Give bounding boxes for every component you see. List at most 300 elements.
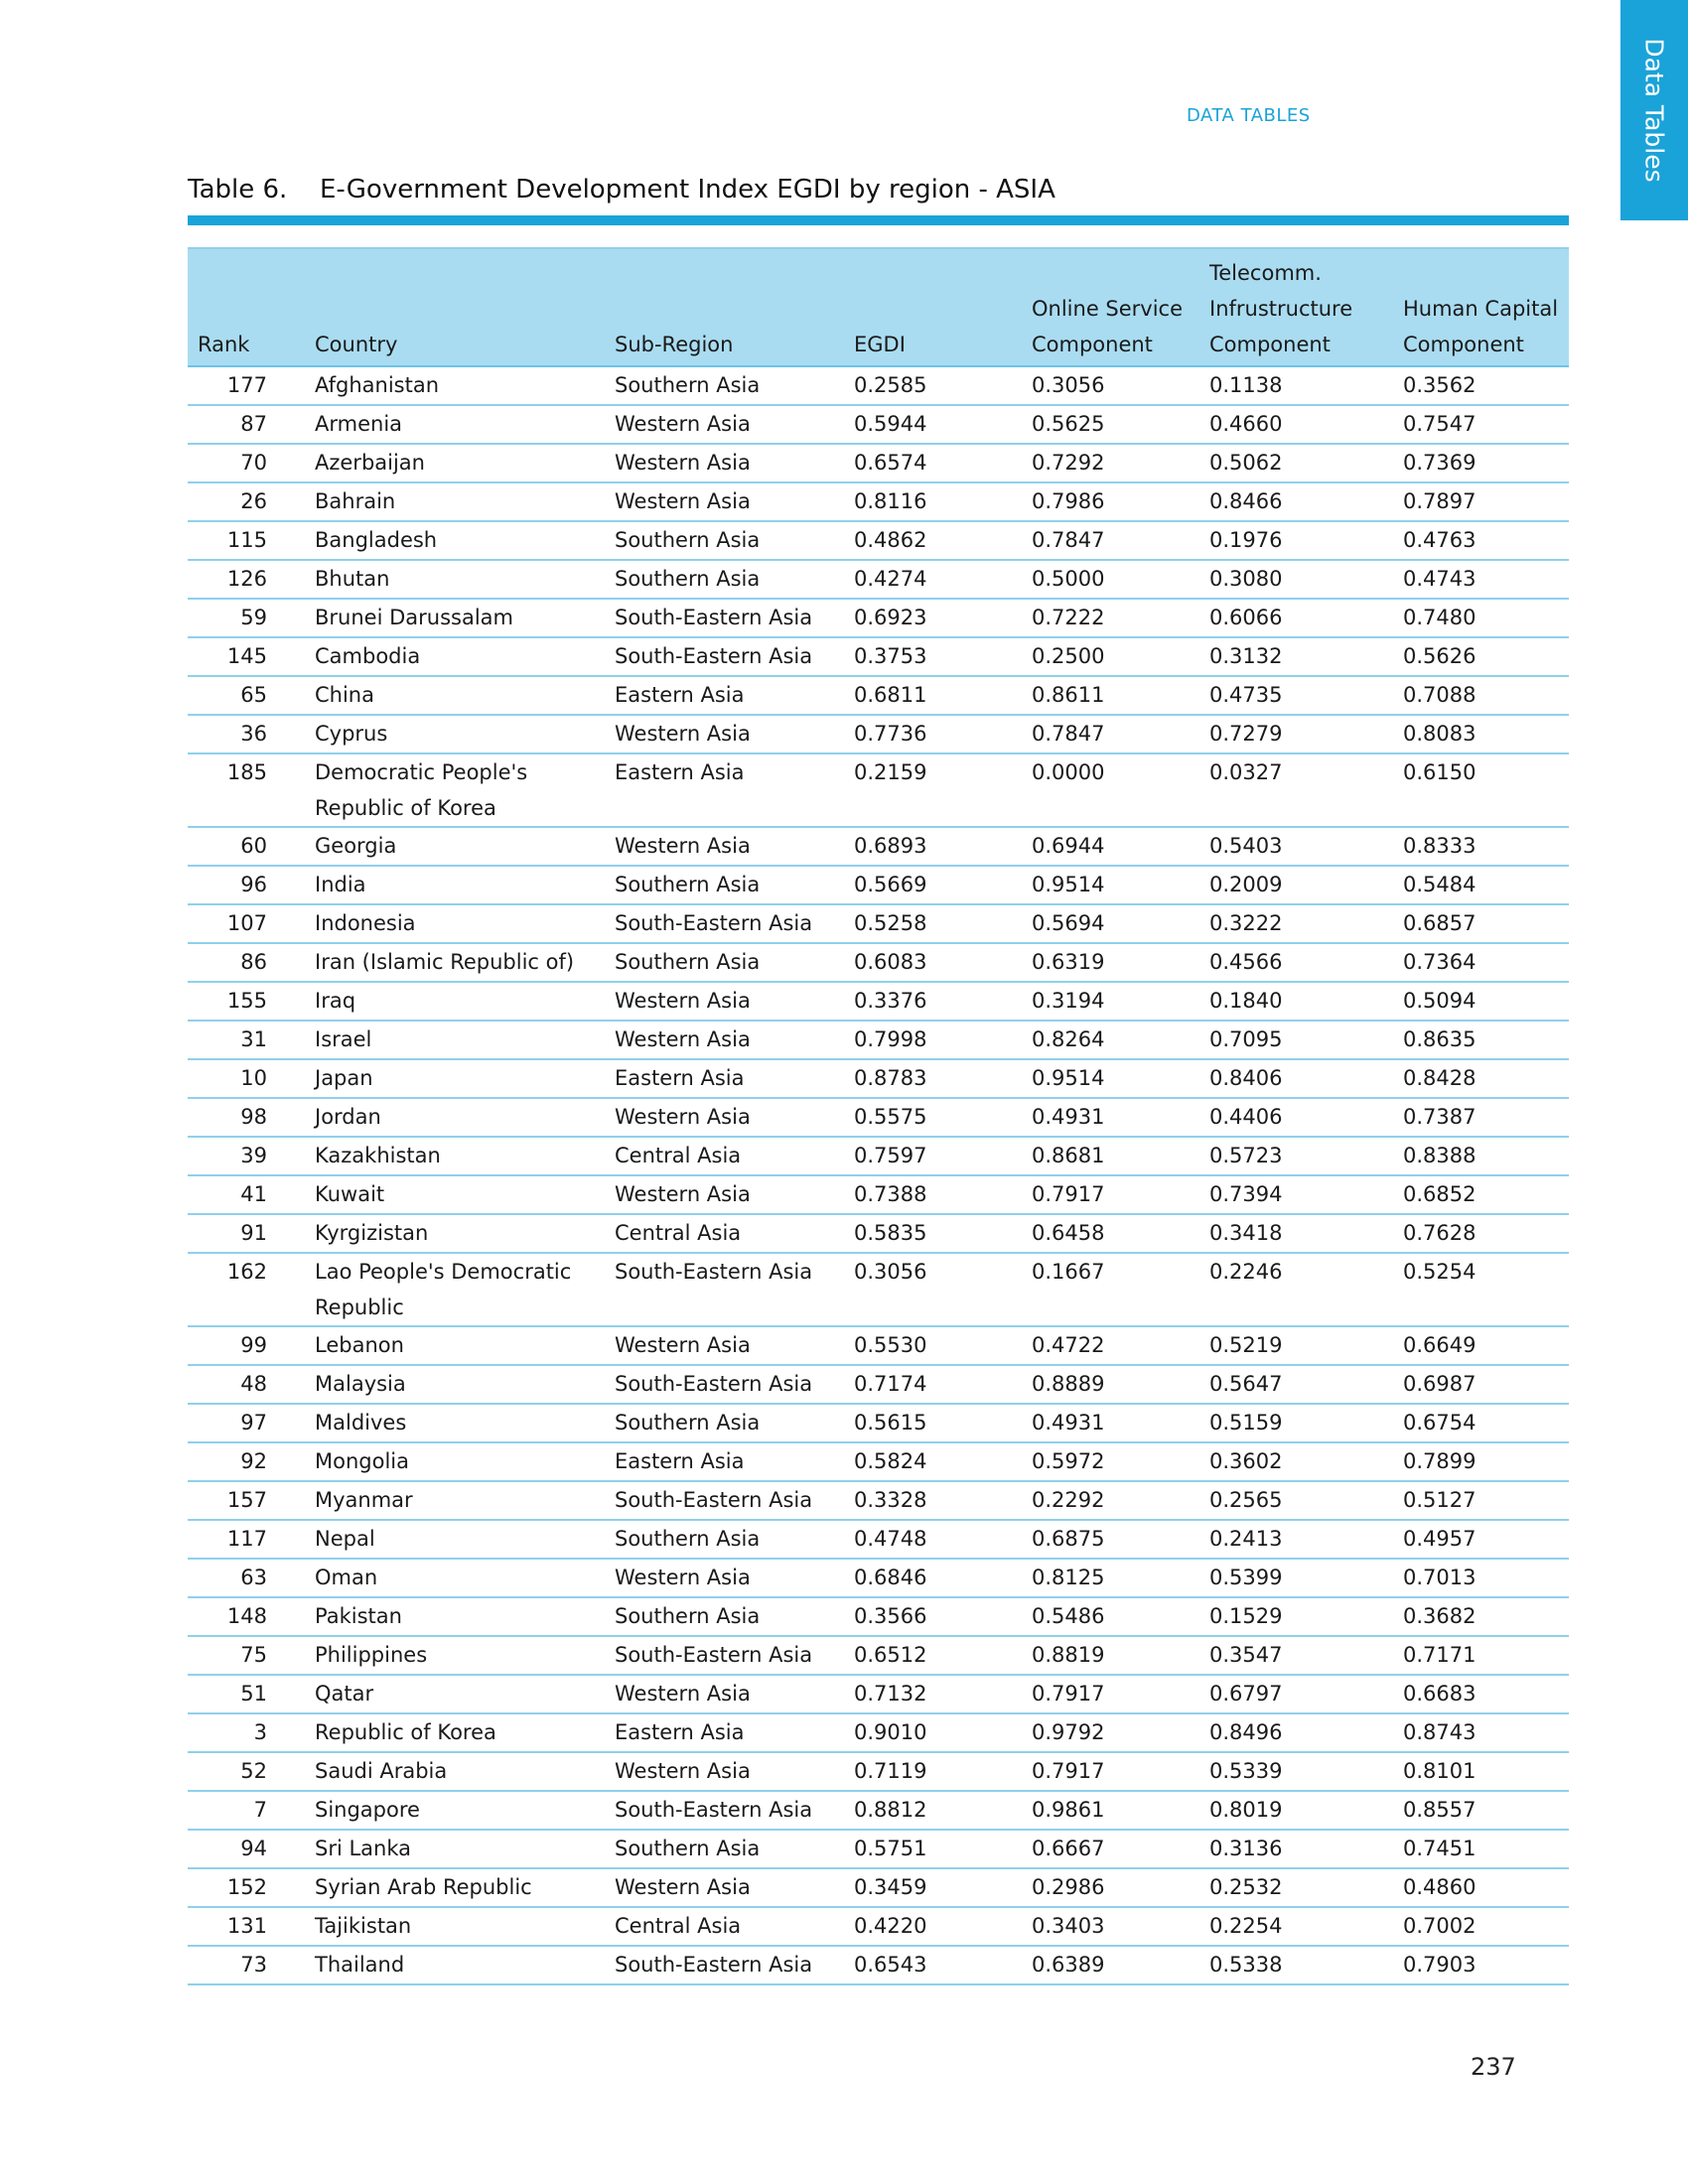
cell-telecomm: 0.2009: [1199, 866, 1393, 904]
cell-country: Afghanistan: [305, 366, 605, 405]
cell-human-capital: 0.8083: [1393, 715, 1569, 753]
cell-telecomm: 0.1840: [1199, 982, 1393, 1021]
table-row: [188, 444, 1569, 482]
cell-country: Israel: [305, 1021, 605, 1059]
cell-online-service: 0.0000: [1022, 753, 1199, 827]
cell-online-service: 0.1667: [1022, 1253, 1199, 1326]
cell-human-capital: 0.8101: [1393, 1752, 1569, 1791]
cell-country: Tajikistan: [305, 1907, 605, 1946]
cell-subregion: Southern Asia: [605, 943, 844, 982]
cell-egdi: 0.3328: [844, 1481, 1022, 1520]
cell-egdi: 0.7132: [844, 1675, 1022, 1713]
cell-rank: 70: [188, 444, 305, 482]
cell-rank: 59: [188, 599, 305, 637]
cell-telecomm: 0.5159: [1199, 1404, 1393, 1442]
cell-human-capital: 0.7628: [1393, 1214, 1569, 1253]
cell-human-capital: 0.7171: [1393, 1636, 1569, 1675]
cell-subregion: Western Asia: [605, 1326, 844, 1365]
table-row: [188, 1365, 1569, 1404]
cell-country: Sri Lanka: [305, 1830, 605, 1868]
cell-subregion: Southern Asia: [605, 1830, 844, 1868]
table-row: [188, 1636, 1569, 1675]
cell-telecomm: 0.8019: [1199, 1791, 1393, 1830]
cell-human-capital: 0.6852: [1393, 1175, 1569, 1214]
cell-subregion: Southern Asia: [605, 866, 844, 904]
cell-egdi: 0.5751: [844, 1830, 1022, 1868]
cell-egdi: 0.4220: [844, 1907, 1022, 1946]
table-row: [188, 366, 1569, 405]
cell-egdi: 0.4274: [844, 560, 1022, 599]
cell-egdi: 0.6083: [844, 943, 1022, 982]
cell-subregion: South-Eastern Asia: [605, 1636, 844, 1675]
cell-telecomm: 0.4406: [1199, 1098, 1393, 1137]
cell-egdi: 0.7597: [844, 1137, 1022, 1175]
cell-subregion: South-Eastern Asia: [605, 599, 844, 637]
cell-subregion: Western Asia: [605, 715, 844, 753]
cell-egdi: 0.2585: [844, 366, 1022, 405]
cell-telecomm: 0.3418: [1199, 1214, 1393, 1253]
table-row: [188, 482, 1569, 521]
cell-online-service: 0.7292: [1022, 444, 1199, 482]
cell-human-capital: 0.6754: [1393, 1404, 1569, 1442]
table-row: [188, 1253, 1569, 1326]
cell-telecomm: 0.5399: [1199, 1559, 1393, 1597]
cell-human-capital: 0.4860: [1393, 1868, 1569, 1907]
cell-country: Pakistan: [305, 1597, 605, 1636]
page-number: 237: [1471, 2053, 1516, 2081]
table-row: [188, 1559, 1569, 1597]
cell-subregion: South-Eastern Asia: [605, 637, 844, 676]
cell-rank: 87: [188, 405, 305, 444]
table-row: [188, 1059, 1569, 1098]
cell-subregion: Southern Asia: [605, 521, 844, 560]
cell-human-capital: 0.8428: [1393, 1059, 1569, 1098]
cell-telecomm: 0.3222: [1199, 904, 1393, 943]
cell-country: Iran (Islamic Republic of): [305, 943, 605, 982]
cell-egdi: 0.6811: [844, 676, 1022, 715]
cell-country: Georgia: [305, 827, 605, 866]
cell-human-capital: 0.5094: [1393, 982, 1569, 1021]
cell-rank: 31: [188, 1021, 305, 1059]
cell-human-capital: 0.4957: [1393, 1520, 1569, 1559]
cell-egdi: 0.3056: [844, 1253, 1022, 1326]
cell-rank: 39: [188, 1137, 305, 1175]
cell-egdi: 0.9010: [844, 1713, 1022, 1752]
cell-rank: 162: [188, 1253, 305, 1326]
cell-country: Lao People's Democratic Republic: [305, 1253, 605, 1326]
cell-online-service: 0.8264: [1022, 1021, 1199, 1059]
cell-rank: 75: [188, 1636, 305, 1675]
cell-telecomm: 0.2413: [1199, 1520, 1393, 1559]
header-egdi-label: EGDI: [854, 333, 906, 356]
cell-online-service: 0.7222: [1022, 599, 1199, 637]
table-number: Table 6.: [188, 175, 288, 205]
cell-subregion: Eastern Asia: [605, 1442, 844, 1481]
header-human-capital: [1393, 248, 1569, 366]
cell-online-service: 0.7847: [1022, 715, 1199, 753]
table-row: [188, 637, 1569, 676]
header-osc-line: Online Service: [1032, 297, 1184, 321]
cell-online-service: 0.7917: [1022, 1175, 1199, 1214]
cell-subregion: Southern Asia: [605, 1404, 844, 1442]
cell-country: Qatar: [305, 1675, 605, 1713]
cell-human-capital: 0.8635: [1393, 1021, 1569, 1059]
cell-subregion: Western Asia: [605, 1675, 844, 1713]
cell-human-capital: 0.7387: [1393, 1098, 1569, 1137]
header-country: [305, 248, 605, 366]
cell-telecomm: 0.7095: [1199, 1021, 1393, 1059]
cell-rank: 91: [188, 1214, 305, 1253]
cell-subregion: Western Asia: [605, 1868, 844, 1907]
cell-human-capital: 0.3562: [1393, 366, 1569, 405]
cell-online-service: 0.7847: [1022, 521, 1199, 560]
cell-country: Japan: [305, 1059, 605, 1098]
cell-human-capital: 0.5254: [1393, 1253, 1569, 1326]
cell-egdi: 0.5944: [844, 405, 1022, 444]
cell-human-capital: 0.8333: [1393, 827, 1569, 866]
cell-telecomm: 0.5647: [1199, 1365, 1393, 1404]
cell-egdi: 0.7736: [844, 715, 1022, 753]
cell-telecomm: 0.8466: [1199, 482, 1393, 521]
cell-country: India: [305, 866, 605, 904]
cell-country: Singapore: [305, 1791, 605, 1830]
cell-telecomm: 0.3136: [1199, 1830, 1393, 1868]
header-country-label: Country: [315, 333, 398, 356]
cell-online-service: 0.9792: [1022, 1713, 1199, 1752]
cell-human-capital: 0.7002: [1393, 1907, 1569, 1946]
cell-telecomm: 0.5339: [1199, 1752, 1393, 1791]
cell-egdi: 0.8812: [844, 1791, 1022, 1830]
cell-country: Brunei Darussalam: [305, 599, 605, 637]
cell-egdi: 0.5575: [844, 1098, 1022, 1137]
cell-subregion: Western Asia: [605, 444, 844, 482]
cell-rank: 99: [188, 1326, 305, 1365]
cell-subregion: Eastern Asia: [605, 1059, 844, 1098]
cell-online-service: 0.3403: [1022, 1907, 1199, 1946]
cell-country: Bhutan: [305, 560, 605, 599]
cell-egdi: 0.8783: [844, 1059, 1022, 1098]
cell-online-service: 0.8889: [1022, 1365, 1199, 1404]
cell-subregion: Western Asia: [605, 1752, 844, 1791]
header-osc-line: Component: [1032, 333, 1153, 356]
table-row: [188, 521, 1569, 560]
cell-telecomm: 0.2246: [1199, 1253, 1393, 1326]
cell-country: Syrian Arab Republic: [305, 1868, 605, 1907]
cell-online-service: 0.7917: [1022, 1675, 1199, 1713]
cell-online-service: 0.6319: [1022, 943, 1199, 982]
cell-online-service: 0.9514: [1022, 1059, 1199, 1098]
cell-rank: 52: [188, 1752, 305, 1791]
cell-human-capital: 0.3682: [1393, 1597, 1569, 1636]
cell-human-capital: 0.7897: [1393, 482, 1569, 521]
cell-online-service: 0.5486: [1022, 1597, 1199, 1636]
cell-subregion: South-Eastern Asia: [605, 1791, 844, 1830]
cell-country: Iraq: [305, 982, 605, 1021]
cell-online-service: 0.7986: [1022, 482, 1199, 521]
table-row: [188, 1520, 1569, 1559]
table-row: [188, 753, 1569, 827]
section-side-tab[interactable]: [1620, 0, 1688, 220]
cell-country: Democratic People's Republic of Korea: [305, 753, 605, 827]
cell-country: Armenia: [305, 405, 605, 444]
cell-rank: 126: [188, 560, 305, 599]
cell-online-service: 0.4931: [1022, 1404, 1199, 1442]
cell-telecomm: 0.5403: [1199, 827, 1393, 866]
cell-egdi: 0.8116: [844, 482, 1022, 521]
cell-human-capital: 0.4743: [1393, 560, 1569, 599]
cell-country: Malaysia: [305, 1365, 605, 1404]
cell-telecomm: 0.2254: [1199, 1907, 1393, 1946]
cell-human-capital: 0.6683: [1393, 1675, 1569, 1713]
cell-egdi: 0.6512: [844, 1636, 1022, 1675]
table-title: [188, 175, 1055, 205]
cell-human-capital: 0.7451: [1393, 1830, 1569, 1868]
cell-online-service: 0.8125: [1022, 1559, 1199, 1597]
cell-egdi: 0.3459: [844, 1868, 1022, 1907]
table-row: [188, 1830, 1569, 1868]
cell-telecomm: 0.5062: [1199, 444, 1393, 482]
cell-rank: 92: [188, 1442, 305, 1481]
cell-telecomm: 0.8406: [1199, 1059, 1393, 1098]
cell-rank: 7: [188, 1791, 305, 1830]
cell-telecomm: 0.5338: [1199, 1946, 1393, 1984]
cell-online-service: 0.6944: [1022, 827, 1199, 866]
cell-rank: 94: [188, 1830, 305, 1868]
cell-rank: 96: [188, 866, 305, 904]
table-row: [188, 943, 1569, 982]
cell-human-capital: 0.6857: [1393, 904, 1569, 943]
table-row: [188, 904, 1569, 943]
cell-egdi: 0.3566: [844, 1597, 1022, 1636]
table-row: [188, 982, 1569, 1021]
cell-egdi: 0.3376: [844, 982, 1022, 1021]
header-tii-line: Infrustructure: [1209, 297, 1353, 321]
header-telecomm: [1199, 248, 1393, 366]
cell-egdi: 0.6893: [844, 827, 1022, 866]
cell-telecomm: 0.0327: [1199, 753, 1393, 827]
cell-online-service: 0.2986: [1022, 1868, 1199, 1907]
table-row: [188, 1713, 1569, 1752]
cell-country: Mongolia: [305, 1442, 605, 1481]
cell-online-service: 0.2292: [1022, 1481, 1199, 1520]
cell-human-capital: 0.7013: [1393, 1559, 1569, 1597]
cell-country: Thailand: [305, 1946, 605, 1984]
cell-online-service: 0.7917: [1022, 1752, 1199, 1791]
cell-rank: 60: [188, 827, 305, 866]
header-tii-line: Component: [1209, 333, 1331, 356]
cell-subregion: Western Asia: [605, 1559, 844, 1597]
cell-human-capital: 0.6150: [1393, 753, 1569, 827]
cell-egdi: 0.5669: [844, 866, 1022, 904]
cell-rank: 10: [188, 1059, 305, 1098]
header-tii-line: Telecomm.: [1209, 261, 1322, 285]
cell-egdi: 0.7119: [844, 1752, 1022, 1791]
cell-egdi: 0.3753: [844, 637, 1022, 676]
cell-online-service: 0.5625: [1022, 405, 1199, 444]
cell-rank: 155: [188, 982, 305, 1021]
cell-telecomm: 0.7394: [1199, 1175, 1393, 1214]
cell-subregion: South-Eastern Asia: [605, 1253, 844, 1326]
cell-telecomm: 0.3132: [1199, 637, 1393, 676]
cell-human-capital: 0.5626: [1393, 637, 1569, 676]
cell-online-service: 0.9861: [1022, 1791, 1199, 1830]
table-row: [188, 1907, 1569, 1946]
table-row: [188, 1442, 1569, 1481]
cell-country: Cyprus: [305, 715, 605, 753]
cell-country: Indonesia: [305, 904, 605, 943]
table-row: [188, 1021, 1569, 1059]
cell-rank: 98: [188, 1098, 305, 1137]
cell-rank: 152: [188, 1868, 305, 1907]
cell-country: Myanmar: [305, 1481, 605, 1520]
cell-subregion: Western Asia: [605, 982, 844, 1021]
cell-country: Cambodia: [305, 637, 605, 676]
cell-human-capital: 0.5484: [1393, 866, 1569, 904]
cell-telecomm: 0.7279: [1199, 715, 1393, 753]
cell-rank: 73: [188, 1946, 305, 1984]
cell-telecomm: 0.4660: [1199, 405, 1393, 444]
cell-rank: 51: [188, 1675, 305, 1713]
table-row: [188, 405, 1569, 444]
cell-online-service: 0.6667: [1022, 1830, 1199, 1868]
header-hci-line: Human Capital: [1403, 297, 1559, 321]
cell-telecomm: 0.4735: [1199, 676, 1393, 715]
table-row: [188, 1752, 1569, 1791]
cell-rank: 117: [188, 1520, 305, 1559]
cell-online-service: 0.8681: [1022, 1137, 1199, 1175]
cell-country: Republic of Korea: [305, 1713, 605, 1752]
running-head: DATA TABLES: [1187, 105, 1311, 126]
cell-subregion: Central Asia: [605, 1137, 844, 1175]
cell-telecomm: 0.5723: [1199, 1137, 1393, 1175]
cell-telecomm: 0.3602: [1199, 1442, 1393, 1481]
cell-egdi: 0.4862: [844, 521, 1022, 560]
cell-rank: 185: [188, 753, 305, 827]
table-row: [188, 1098, 1569, 1137]
cell-country: Nepal: [305, 1520, 605, 1559]
cell-country: Philippines: [305, 1636, 605, 1675]
table-row: [188, 715, 1569, 753]
cell-subregion: Western Asia: [605, 827, 844, 866]
cell-subregion: South-Eastern Asia: [605, 1365, 844, 1404]
cell-rank: 86: [188, 943, 305, 982]
cell-rank: 26: [188, 482, 305, 521]
cell-subregion: Eastern Asia: [605, 753, 844, 827]
cell-rank: 115: [188, 521, 305, 560]
table-row: [188, 1946, 1569, 1984]
cell-rank: 145: [188, 637, 305, 676]
cell-telecomm: 0.2565: [1199, 1481, 1393, 1520]
table-row: [188, 1326, 1569, 1365]
table-row: [188, 599, 1569, 637]
cell-online-service: 0.5000: [1022, 560, 1199, 599]
cell-subregion: Eastern Asia: [605, 676, 844, 715]
cell-telecomm: 0.1138: [1199, 366, 1393, 405]
cell-country: Bangladesh: [305, 521, 605, 560]
cell-egdi: 0.7388: [844, 1175, 1022, 1214]
table-row: [188, 1175, 1569, 1214]
cell-subregion: Western Asia: [605, 1175, 844, 1214]
header-hci-line: Component: [1403, 333, 1524, 356]
cell-rank: 157: [188, 1481, 305, 1520]
table-row: [188, 1597, 1569, 1636]
cell-rank: 107: [188, 904, 305, 943]
table-row: [188, 1137, 1569, 1175]
cell-human-capital: 0.7547: [1393, 405, 1569, 444]
cell-subregion: Western Asia: [605, 405, 844, 444]
cell-human-capital: 0.7903: [1393, 1946, 1569, 1984]
cell-online-service: 0.6875: [1022, 1520, 1199, 1559]
table-row: [188, 676, 1569, 715]
cell-egdi: 0.5835: [844, 1214, 1022, 1253]
cell-egdi: 0.7998: [844, 1021, 1022, 1059]
cell-country: Kyrgizistan: [305, 1214, 605, 1253]
cell-egdi: 0.5824: [844, 1442, 1022, 1481]
table-row: [188, 1675, 1569, 1713]
cell-country: Kazakhistan: [305, 1137, 605, 1175]
cell-human-capital: 0.7369: [1393, 444, 1569, 482]
cell-online-service: 0.6458: [1022, 1214, 1199, 1253]
cell-online-service: 0.4722: [1022, 1326, 1199, 1365]
cell-human-capital: 0.7899: [1393, 1442, 1569, 1481]
cell-egdi: 0.2159: [844, 753, 1022, 827]
cell-rank: 97: [188, 1404, 305, 1442]
cell-country: Oman: [305, 1559, 605, 1597]
cell-rank: 131: [188, 1907, 305, 1946]
cell-telecomm: 0.3080: [1199, 560, 1393, 599]
header-rank-label: Rank: [198, 333, 250, 356]
cell-egdi: 0.5530: [844, 1326, 1022, 1365]
table-row: [188, 1481, 1569, 1520]
cell-egdi: 0.6846: [844, 1559, 1022, 1597]
cell-rank: 177: [188, 366, 305, 405]
table-row: [188, 1791, 1569, 1830]
cell-human-capital: 0.7480: [1393, 599, 1569, 637]
cell-online-service: 0.6389: [1022, 1946, 1199, 1984]
cell-subregion: South-Eastern Asia: [605, 904, 844, 943]
cell-subregion: Western Asia: [605, 1098, 844, 1137]
cell-telecomm: 0.5219: [1199, 1326, 1393, 1365]
cell-country: Jordan: [305, 1098, 605, 1137]
table-header-row: [188, 248, 1569, 366]
cell-subregion: South-Eastern Asia: [605, 1481, 844, 1520]
cell-egdi: 0.6543: [844, 1946, 1022, 1984]
cell-online-service: 0.5972: [1022, 1442, 1199, 1481]
cell-subregion: Western Asia: [605, 1021, 844, 1059]
cell-online-service: 0.2500: [1022, 637, 1199, 676]
cell-telecomm: 0.6797: [1199, 1675, 1393, 1713]
cell-rank: 63: [188, 1559, 305, 1597]
cell-online-service: 0.3194: [1022, 982, 1199, 1021]
cell-subregion: Southern Asia: [605, 1597, 844, 1636]
cell-human-capital: 0.7364: [1393, 943, 1569, 982]
cell-egdi: 0.5615: [844, 1404, 1022, 1442]
cell-subregion: Southern Asia: [605, 1520, 844, 1559]
cell-country: Maldives: [305, 1404, 605, 1442]
cell-subregion: Central Asia: [605, 1214, 844, 1253]
cell-rank: 148: [188, 1597, 305, 1636]
cell-rank: 41: [188, 1175, 305, 1214]
cell-human-capital: 0.5127: [1393, 1481, 1569, 1520]
cell-egdi: 0.5258: [844, 904, 1022, 943]
cell-egdi: 0.6923: [844, 599, 1022, 637]
cell-country: Kuwait: [305, 1175, 605, 1214]
cell-subregion: Southern Asia: [605, 366, 844, 405]
table-row: [188, 560, 1569, 599]
cell-human-capital: 0.7088: [1393, 676, 1569, 715]
cell-online-service: 0.8819: [1022, 1636, 1199, 1675]
table-title-text: E-Government Development Index EGDI by region - ASIA: [320, 175, 1055, 205]
